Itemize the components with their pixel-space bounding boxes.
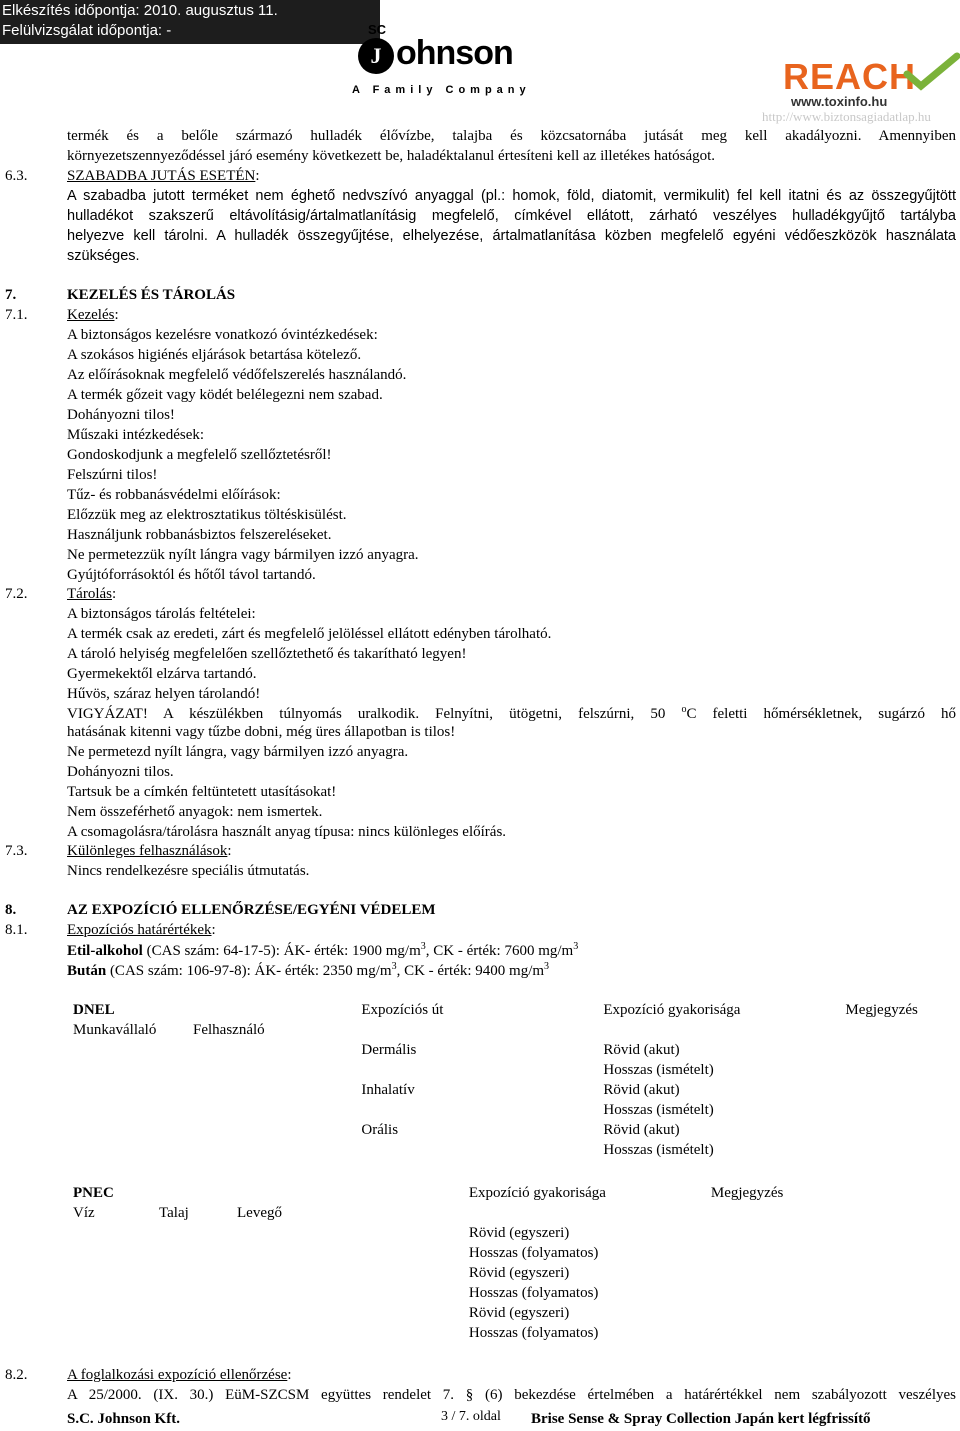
s71-title: Kezelés [67, 307, 115, 323]
s71-line: Ne permetezzük nyílt lángra vagy bármilyen izzó anyagra. [67, 547, 419, 563]
etil-ak: (CAS szám: 64-17-5): ÁK- érték: 1900 mg/m [146, 943, 421, 959]
dnel-col-note: Megjegyzés [845, 1002, 918, 1018]
pnec-sub-air: Levegő [237, 1205, 282, 1221]
dnel-header: DNEL [73, 1002, 115, 1018]
pnec-sub-water: Víz [73, 1205, 95, 1221]
s63-heading: SZABADBA JUTÁS ESETÉN: [67, 168, 260, 184]
pnec-frequency: Rövid (egyszeri) Hosszas (folyamatos) [468, 1225, 599, 1261]
etil-limits [67, 941, 578, 960]
s72-line: hatásának kitenni vagy tűzbe dobni, még üres állapotban is tilos! [67, 724, 456, 740]
s82-title: A foglalkozási expozíció ellenőrzése [67, 1367, 288, 1383]
dnel-route: Dermális [361, 1042, 417, 1058]
butan-ak: (CAS szám: 106-97-8): ÁK- érték: 2350 mg/m [109, 963, 392, 979]
s63-line-4: szükséges. [67, 248, 140, 264]
butan-name: Bután [67, 963, 107, 979]
s71-line: Tűz- és robbanásvédelmi előírások: [67, 487, 281, 503]
sup-3: 3 [420, 941, 426, 952]
dnel-sub-user: Felhasználó [193, 1022, 265, 1038]
svg-text:J: J [370, 43, 382, 68]
s82-heading: A foglalkozási expozíció ellenőrzése: [67, 1367, 292, 1383]
etil-name: Etil-alkohol [67, 943, 143, 959]
sc-tagline: A Family Company [352, 84, 531, 96]
s63-line-1: A szabadba jutott terméket nem éghető nedvszívó anyaggal (pl.: homok, föld, diatomit, vermikulit) fel kell itatni és az összegyűjtött [67, 188, 956, 204]
pnec-col-note: Megjegyzés [710, 1185, 784, 1201]
s72-line: Dohányozni tilos. [67, 764, 174, 780]
s72-line: A biztonságos tárolás feltételei: [67, 606, 256, 622]
table-row [67, 1303, 956, 1343]
s81-heading: Expozíciós határértékek: [67, 922, 216, 938]
s82-number: 8.2. [5, 1367, 28, 1383]
table-row [67, 1223, 956, 1263]
pnec-table [67, 1183, 956, 1343]
s72-heading: Tárolás: [67, 586, 117, 602]
dnel-frequency: Rövid (akut) Hosszas (ismételt) [603, 1122, 714, 1158]
s72-line: Ne permetezd nyílt lángra, vagy bármilyen izzó anyagra. [67, 744, 409, 760]
s71-line: Gondoskodjunk a megfelelő szellőztetésről! [67, 447, 332, 463]
s73-number: 7.3. [5, 843, 28, 859]
s71-line: Az előírásoknak megfelelő védőfelszerelés használandó. [67, 367, 407, 383]
sup-3: 3 [391, 961, 397, 972]
s71-line: Műszaki intézkedések: [67, 427, 205, 443]
dnel-sub-worker: Munkavállaló [73, 1022, 157, 1038]
sup-3: 3 [544, 961, 550, 972]
s72-warning-b: C feletti hőmérsékletnek, sugárzó hő [686, 706, 957, 722]
s71-line: A termék gőzeit vagy ködét belélegezni nem szabad. [67, 387, 383, 403]
s63-number: 6.3. [5, 168, 28, 184]
pnec-header: PNEC [73, 1185, 114, 1201]
sc-brand-text: ohnson [396, 34, 513, 72]
footer-product: Brise Sense & Spray Collection Japán kert légfrissítő [531, 1411, 871, 1427]
dnel-col-frequency: Expozíció gyakorisága [603, 1002, 741, 1018]
dnel-route: Inhalatív [361, 1082, 415, 1098]
table-row [67, 1120, 956, 1160]
s63-line-3: helyezve kell tárolni. A hulladék összegyűjtése, elhelyezése, ártalmatlanítása közben megfelelő egyéni védőeszközök használata [67, 228, 956, 244]
s72-line: Tartsuk be a címkén feltüntetett utasításokat! [67, 784, 337, 800]
s72-line: Gyermekektől elzárva tartandó. [67, 666, 257, 682]
s82-line: A 25/2000. (IX. 30.) EüM-SZCSM együttes rendelet 7. § (6) bekezdése értelmében a határértékkel nem szabályozott veszélyes [67, 1387, 956, 1403]
pnec-sub-soil: Talaj [159, 1205, 189, 1221]
s7-title: KEZELÉS ÉS TÁROLÁS [67, 287, 236, 303]
s71-line: Használjunk robbanásbiztos felszereléseket. [67, 527, 332, 543]
s71-line: Előzzük meg az elektrosztatikus töltéskisülést. [67, 507, 347, 523]
s73-title: Különleges felhasználások [67, 843, 228, 859]
s71-number: 7.1. [5, 307, 28, 323]
s72-line: Nem összeférhető anyagok: nem ismertek. [67, 804, 323, 820]
s71-line: Gyújtóforrásoktól és hőtől távol tartandó. [67, 567, 316, 583]
s72-warning-line [67, 704, 956, 723]
date-reviewed: Felülvizsgálat időpontja: - [2, 22, 172, 39]
date-created: Elkészítés időpontja: 2010. augusztus 11. [2, 2, 278, 19]
s8-number: 8. [5, 902, 17, 918]
pnec-frequency: Rövid (egyszeri) Hosszas (folyamatos) [468, 1305, 599, 1341]
dnel-route: Orális [361, 1122, 399, 1138]
s71-line: Felszúrni tilos! [67, 467, 158, 483]
table-row [67, 1040, 956, 1080]
sup-3: 3 [573, 941, 579, 952]
header-dates [0, 0, 380, 44]
table-row [67, 1080, 956, 1120]
svg-text:SC: SC [368, 22, 387, 37]
s72-line: A termék csak az eredeti, zárt és megfelelő jelöléssel ellátott edényben tárolható. [67, 626, 552, 642]
dnel-col-route: Expozíciós út [361, 1002, 444, 1018]
pnec-col-frequency: Expozíció gyakorisága [468, 1185, 606, 1201]
s72-warning-a: VIGYÁZAT! A készülékben túlnyomás uralkodik. Felnyítni, ütögetni, felszúrni, 50 [67, 706, 666, 722]
s71-line: A biztonságos kezelésre vonatkozó óvintézkedések: [67, 327, 378, 343]
s63-line-2: hulladékot szakszerű eltávolításig/ártalmatlanításig megfelelő, címkével ellátott, zárható veszélyes hulladékgyűjtő tartályba [67, 208, 956, 224]
s71-line: A szokásos higiénés eljárások betartása kötelező. [67, 347, 362, 363]
reach-url: www.toxinfo.hu [791, 94, 888, 109]
degree-sup: o [681, 704, 687, 715]
s72-line: A tároló helyiség megfelelően szellőztethető és takarítható legyen! [67, 646, 467, 662]
s8-title: AZ EXPOZÍCIÓ ELLENŐRZÉSE/EGYÉNI VÉDELEM [67, 902, 436, 918]
butan-limits [67, 961, 549, 980]
sc-johnson-logo [346, 22, 531, 102]
s72-title: Tárolás [67, 586, 112, 602]
s72-number: 7.2. [5, 586, 28, 602]
footer-company: S.C. Johnson Kft. [67, 1411, 180, 1427]
s63-title: SZABADBA JUTÁS ESETÉN [67, 168, 256, 184]
s62-line-1: termék és a belőle származó hulladék élővízbe, talajba és közcsatornába jutását meg kell akadályozni. Amennyiben [67, 128, 956, 144]
etil-ck: , CK - érték: 7600 mg/m [425, 943, 574, 959]
s81-title: Expozíciós határértékek [67, 922, 212, 938]
s7-number: 7. [5, 287, 17, 303]
s73-line: Nincs rendelkezésre speciális útmutatás. [67, 863, 310, 879]
dnel-frequency: Rövid (akut) Hosszas (ismételt) [603, 1042, 714, 1078]
s72-line: Hűvös, száraz helyen tárolandó! [67, 686, 261, 702]
footer-page-number: 3 / 7. oldal [441, 1409, 501, 1424]
reach-logo-text: REACH [783, 56, 917, 97]
pnec-frequency: Rövid (egyszeri) Hosszas (folyamatos) [468, 1265, 599, 1301]
s81-number: 8.1. [5, 922, 28, 938]
s71-heading: Kezelés: [67, 307, 119, 323]
checkmark-icon [903, 52, 960, 92]
dnel-table [67, 1000, 956, 1160]
s71-line: Dohányozni tilos! [67, 407, 175, 423]
watermark-url: http://www.biztonsagiadatlap.hu [762, 109, 931, 124]
s62-line-2: környezetszennyeződéssel járó esemény következett be, haladéktalanul értesíteni kell az illetékes hatóságot. [67, 148, 716, 164]
table-row [67, 1263, 956, 1303]
butan-ck: , CK - érték: 9400 mg/m [396, 963, 545, 979]
s73-heading: Különleges felhasználások: [67, 843, 232, 859]
dnel-frequency: Rövid (akut) Hosszas (ismételt) [603, 1082, 714, 1118]
s72-line: A csomagolásra/tárolásra használt anyag típusa: nincs különleges előírás. [67, 824, 507, 840]
